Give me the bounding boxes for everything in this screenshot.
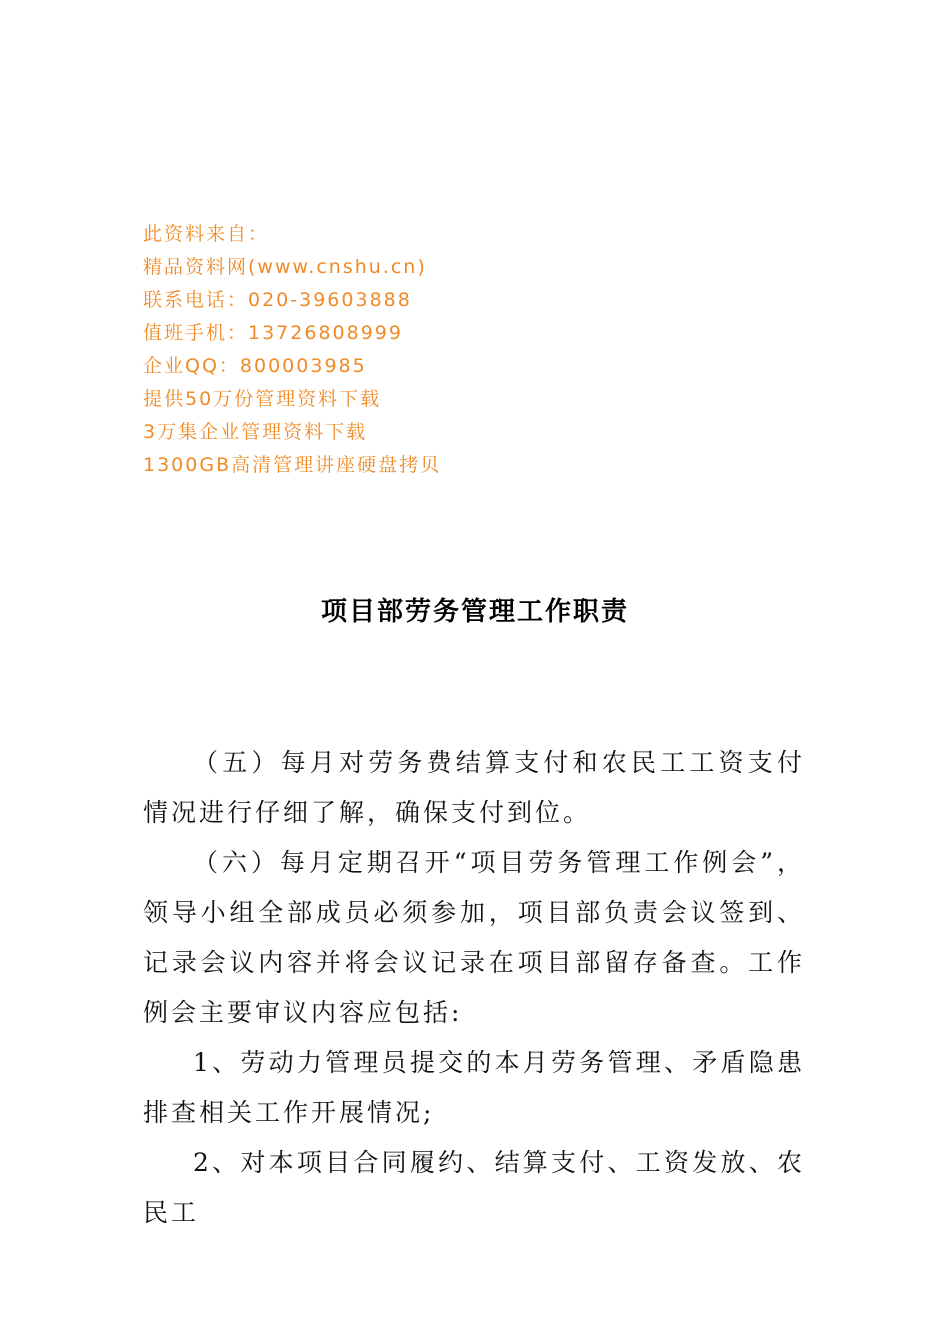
source-offer-lectures: 1300GB高清管理讲座硬盘拷贝 (143, 454, 442, 476)
source-mobile: 值班手机：13726808999 (143, 322, 403, 344)
source-qq: 企业QQ：800003985 (143, 355, 367, 377)
source-phone: 联系电话：020-39603888 (143, 289, 412, 311)
list-item-2: 2、对本项目合同履约、结算支付、工资发放、农民工 (143, 1148, 805, 1227)
source-info-block (143, 218, 563, 482)
source-heading: 此资料来自： (143, 223, 270, 245)
paragraph-six: （六）每月定期召开“项目劳务管理工作例会”，领导小组全部成员必须参加，项目部负责会议签到、记录会议内容并将会议记录在项目部留存备查。工作例会主要审议内容应包括: (143, 848, 805, 1027)
paragraph-five: （五）每月对劳务费结算支付和农民工工资支付情况进行仔细了解，确保支付到位。 (143, 748, 805, 827)
source-website: 精品资料网(www.cnshu.cn) (143, 256, 427, 278)
source-offer-documents: 提供50万份管理资料下载 (143, 388, 382, 410)
list-item-1: 1、劳动力管理员提交的本月劳务管理、矛盾隐患排查相关工作开展情况; (143, 1048, 805, 1127)
document-body (143, 738, 805, 1238)
source-offer-videos: 3万集企业管理资料下载 (143, 421, 368, 443)
document-title: 项目部劳务管理工作职责 (320, 597, 629, 627)
